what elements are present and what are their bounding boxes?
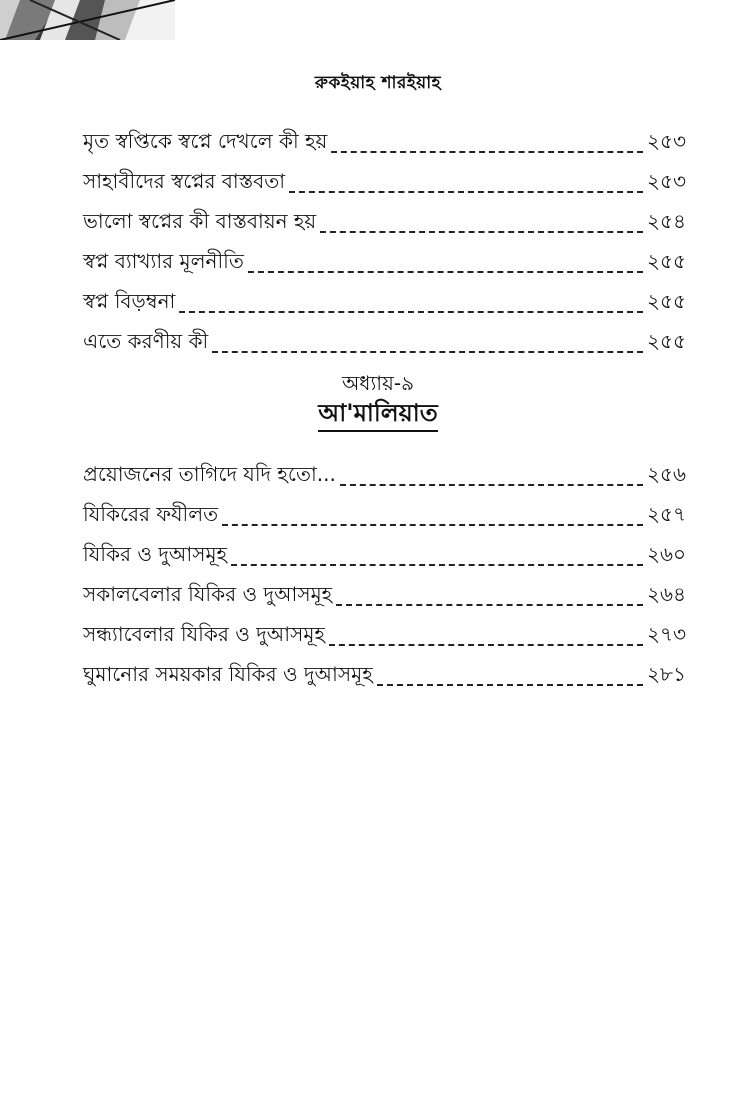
toc-entry <box>83 453 686 493</box>
toc-entry <box>83 573 686 613</box>
chapter-label: অধ্যায়-৯ <box>341 371 415 395</box>
dot-leader <box>331 151 643 153</box>
toc-entry-title: স্বপ্ন বিড়ম্বনা <box>83 289 176 313</box>
dot-leader <box>289 191 643 193</box>
chapter-title: আ'মালিয়াত <box>318 396 437 432</box>
chapter-heading <box>0 370 756 432</box>
dot-leader <box>212 351 643 353</box>
toc-entry-title: স্বপ্ন ব্যাখ্যার মূলনীতি <box>83 249 244 273</box>
toc-entry <box>83 533 686 573</box>
toc-entry-page: ২৫৭ <box>647 502 686 526</box>
corner-decoration <box>0 0 175 40</box>
toc-entry-title: ঘুমানোর সময়কার যিকির ও দুআসমূহ <box>83 662 373 686</box>
dot-leader <box>377 684 643 686</box>
dot-leader <box>248 271 643 273</box>
running-header: রুকইয়াহ শারইয়াহ <box>314 73 442 93</box>
toc-entry-title: সন্ধ্যাবেলার যিকির ও দুআসমূহ <box>83 622 325 646</box>
toc-entry-title: যিকির ও দুআসমূহ <box>83 542 228 566</box>
toc-entry-page: ২৫৫ <box>647 289 686 313</box>
dot-leader <box>222 524 643 526</box>
toc-entry <box>83 200 686 240</box>
toc-entry <box>83 653 686 693</box>
toc-entry <box>83 320 686 360</box>
toc-entry-page: ২৫৫ <box>647 249 686 273</box>
toc-entry <box>83 613 686 653</box>
toc-entry-title: এতে করণীয় কী <box>83 329 209 353</box>
toc-entry-title: সাহাবীদের স্বপ্নের বাস্তবতা <box>83 169 286 193</box>
toc-section-1 <box>83 120 686 360</box>
dot-leader <box>320 231 643 233</box>
dot-leader <box>336 604 643 606</box>
toc-entry-title: প্রয়োজনের তাগিদে যদি হতো... <box>83 462 336 486</box>
toc-entry-title: সকালবেলার যিকির ও দুআসমূহ <box>83 582 333 606</box>
toc-entry-title: যিকিরের ফযীলত <box>83 502 219 526</box>
dot-leader <box>329 644 643 646</box>
toc-section-2 <box>83 453 686 693</box>
toc-entry <box>83 120 686 160</box>
toc-entry-page: ২৫৪ <box>647 209 686 233</box>
toc-entry <box>83 280 686 320</box>
toc-entry-page: ২৫৬ <box>647 462 686 486</box>
toc-entry-page: ২৬৪ <box>647 582 686 606</box>
dot-leader <box>179 311 643 313</box>
dot-leader <box>231 564 643 566</box>
toc-entry-title: ভালো স্বপ্নের কী বাস্তবায়ন হয় <box>83 209 317 233</box>
toc-entry-page: ২৫৩ <box>647 129 686 153</box>
toc-entry <box>83 160 686 200</box>
toc-entry <box>83 240 686 280</box>
dot-leader <box>340 484 643 486</box>
toc-entry-page: ২৭৩ <box>646 622 686 646</box>
toc-entry-page: ২৬০ <box>646 542 686 566</box>
toc-entry-page: ২৫৫ <box>647 329 686 353</box>
toc-entry-page: ২৫৩ <box>647 169 686 193</box>
toc-entry-page: ২৮১ <box>647 662 686 686</box>
toc-entry-title: মৃত স্বপ্তিকে স্বপ্নে দেখলে কী হয় <box>83 129 328 153</box>
toc-entry <box>83 493 686 533</box>
